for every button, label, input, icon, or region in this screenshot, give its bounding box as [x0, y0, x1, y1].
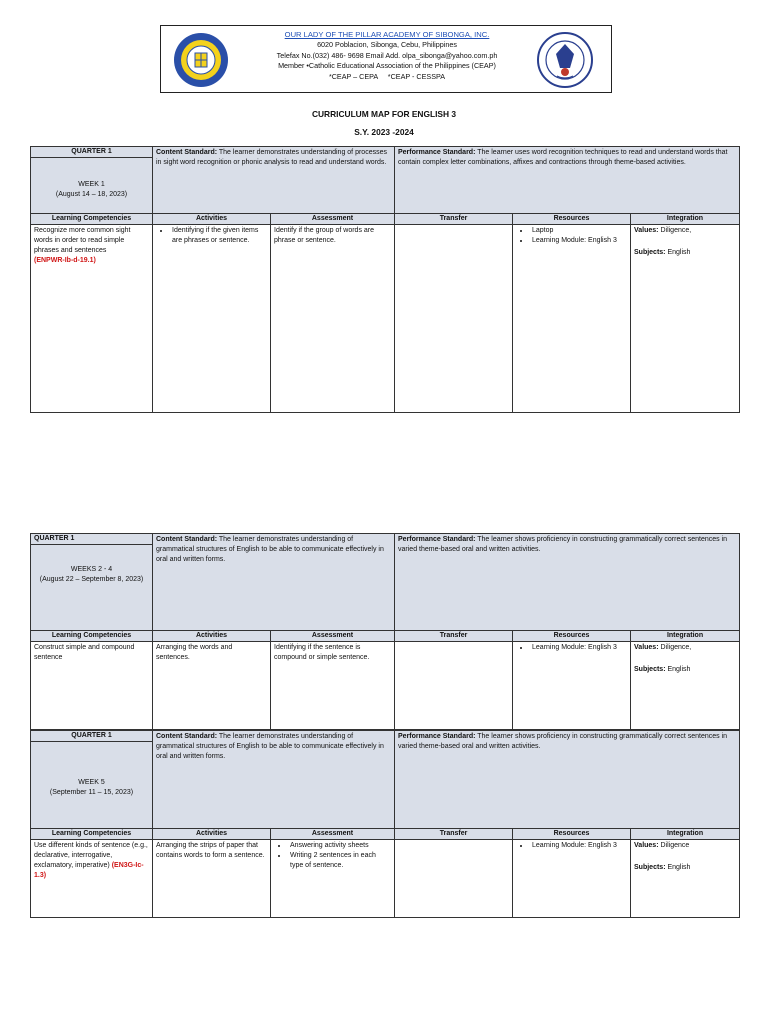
week-dates: (September 11 – 15, 2023)	[49, 789, 134, 796]
content-standard-text: The learner demonstrates understanding of processes in sight word recognition or phonic analysis to read and understand words.	[156, 149, 387, 166]
performance-standard-label: Performance Standard:	[398, 536, 476, 543]
col-integration: Integration	[631, 631, 740, 642]
integration-cell	[631, 225, 740, 413]
subjects-label: Subjects:	[634, 249, 666, 256]
column-header-row	[31, 631, 740, 642]
col-transfer: Transfer	[395, 631, 513, 642]
values-label: Values:	[634, 842, 659, 849]
column-header-row	[31, 829, 740, 840]
content-standard	[153, 731, 395, 829]
table-row	[31, 642, 740, 730]
content-standard-label: Content Standard:	[156, 149, 218, 156]
list-item: • Answering activity sheets	[288, 841, 391, 851]
assessment-cell: Identify if the group of words are phrase or sentence.	[271, 225, 395, 413]
col-learning-competencies: Learning Competencies	[31, 829, 153, 840]
school-membership: Member •Catholic Educational Association of the Philippines (CEAP)	[278, 61, 496, 71]
col-integration: Integration	[631, 829, 740, 840]
col-assessment: Assessment	[271, 829, 395, 840]
subjects-label: Subjects:	[634, 864, 666, 871]
performance-standard	[395, 534, 740, 631]
content-standard-text: The learner demonstrates understanding of grammatical structures of English to be able to communicate effectively in oral and written forms.	[156, 733, 384, 760]
col-learning-competencies: Learning Competencies	[31, 631, 153, 642]
integration-cell	[631, 840, 740, 918]
performance-standard-label: Performance Standard:	[398, 149, 476, 156]
col-assessment: Assessment	[271, 214, 395, 225]
col-resources: Resources	[513, 829, 631, 840]
competency-text: Construct simple and compound sentence	[34, 644, 135, 661]
performance-standard	[395, 731, 740, 829]
school-seal-icon	[173, 32, 229, 88]
col-transfer: Transfer	[395, 829, 513, 840]
curriculum-table-week-5	[30, 730, 740, 918]
subjects-label: Subjects:	[634, 666, 666, 673]
competency-cell	[31, 840, 153, 918]
transfer-cell	[395, 840, 513, 918]
resources-cell	[513, 642, 631, 730]
col-activities: Activities	[153, 214, 271, 225]
quarter-week-cell	[31, 534, 153, 631]
content-standard-label: Content Standard:	[156, 733, 218, 740]
quarter-week-cell	[31, 147, 153, 214]
list-item: • Identifying if the given items are phrases or sentence.	[170, 226, 267, 246]
table-row	[31, 840, 740, 918]
competency-cell	[31, 642, 153, 730]
week-dates: (August 14 – 18, 2023)	[55, 191, 128, 198]
transfer-cell	[395, 225, 513, 413]
week-label: WEEK 5	[78, 779, 105, 786]
school-contact: Telefax No.(032) 486- 9698 Email Add. olpa_sibonga@yahoo.com.ph	[276, 50, 498, 60]
school-affiliations: *CEAP – CEPA *CEAP - CESSPA	[328, 71, 446, 81]
col-transfer: Transfer	[395, 214, 513, 225]
subjects-text: English	[665, 249, 691, 256]
performance-standard	[395, 147, 740, 214]
table-row	[31, 225, 740, 413]
values-label: Values:	[634, 227, 659, 234]
subjects-text: English	[665, 864, 691, 871]
school-address: 6020 Poblacion, Sibonga, Cebu, Philippines	[317, 40, 457, 50]
content-standard-label: Content Standard:	[156, 536, 218, 543]
col-resources: Resources	[513, 631, 631, 642]
quarter-label: QUARTER 1	[31, 731, 152, 742]
col-resources: Resources	[513, 214, 631, 225]
document-title: CURRICULUM MAP FOR ENGLISH 3	[311, 109, 457, 119]
week-label: WEEK 1	[78, 181, 105, 188]
values-text: Diligence	[658, 842, 690, 849]
values-label: Values:	[634, 644, 659, 651]
values-text: Diligence,	[658, 644, 692, 651]
curriculum-table-weeks-2-4	[30, 533, 740, 730]
resources-cell	[513, 840, 631, 918]
activities-cell: Arranging the strips of paper that contains words to form a sentence.	[153, 840, 271, 918]
deped-seal-icon	[537, 32, 593, 88]
quarter-week-cell	[31, 731, 153, 829]
school-year: S.Y. 2023 -2024	[354, 127, 414, 137]
transfer-cell	[395, 642, 513, 730]
performance-standard-text: The learner uses word recognition techniques to read and understand words that contain complex letter combinations, affixes and contractions through theme-based activities.	[398, 149, 728, 166]
letterhead	[160, 25, 612, 93]
quarter-label: QUARTER 1	[31, 147, 152, 158]
col-learning-competencies: Learning Competencies	[31, 214, 153, 225]
performance-standard-label: Performance Standard:	[398, 733, 476, 740]
competency-text: Use different kinds of sentence (e.g., declarative, interrogative, exclamatory, imperative)	[34, 842, 148, 869]
col-assessment: Assessment	[271, 631, 395, 642]
school-name: OUR LADY OF THE PILLAR ACADEMY OF SIBONGA, INC.	[284, 30, 490, 39]
content-standard	[153, 147, 395, 214]
competency-code: (EN3G-Ic-1.3)	[34, 862, 144, 879]
integration-cell	[631, 642, 740, 730]
performance-standard-text: The learner shows proficiency in constructing grammatically correct sentences in varied theme-based oral and written activities.	[398, 536, 728, 553]
resources-cell	[513, 225, 631, 413]
performance-standard-text: The learner shows proficiency in constructing grammatically correct sentences in varied theme-based oral and written activities.	[398, 733, 728, 750]
list-item: • Laptop	[530, 226, 627, 236]
col-activities: Activities	[153, 829, 271, 840]
col-integration: Integration	[631, 214, 740, 225]
col-activities: Activities	[153, 631, 271, 642]
quarter-label: QUARTER 1	[31, 534, 152, 545]
subjects-text: English	[665, 666, 691, 673]
content-standard	[153, 534, 395, 631]
letterhead-text	[239, 30, 535, 82]
content-standard-text: The learner demonstrates understanding of grammatical structures of English to be able to communicate effectively in oral and written forms.	[156, 536, 384, 563]
activities-cell	[153, 225, 271, 413]
competency-cell	[31, 225, 153, 413]
list-item: • Learning Module: English 3	[530, 643, 627, 653]
list-item: • Learning Module: English 3	[530, 841, 627, 851]
activities-cell: Arranging the words and sentences.	[153, 642, 271, 730]
list-item: • Learning Module: English 3	[530, 236, 627, 246]
curriculum-table-week-1	[30, 146, 740, 413]
competency-code: (ENPWR-Ib-d-19.1)	[34, 257, 96, 264]
values-text: Diligence,	[658, 227, 692, 234]
column-header-row	[31, 214, 740, 225]
list-item: • Writing 2 sentences in each type of sentence.	[288, 851, 391, 871]
assessment-cell: Identifying if the sentence is compound or simple sentence.	[271, 642, 395, 730]
assessment-cell	[271, 840, 395, 918]
week-dates: (August 22 – September 8, 2023)	[39, 576, 144, 583]
competency-text: Recognize more common sight words in order to read simple phrases and sentences	[34, 227, 131, 254]
week-label: WEEKS 2 - 4	[70, 566, 113, 573]
